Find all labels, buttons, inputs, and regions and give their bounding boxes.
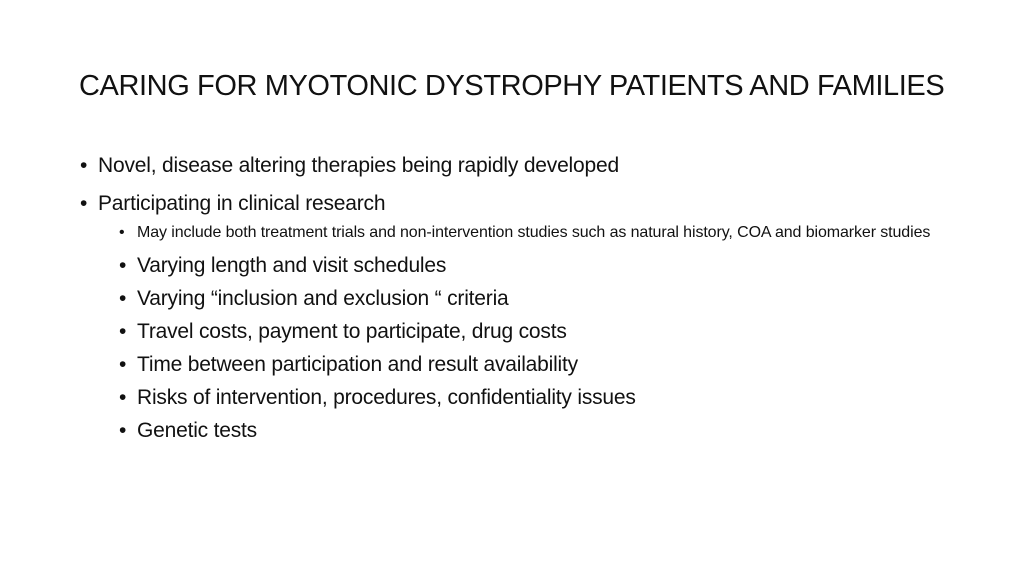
bullet-dot-icon: • bbox=[119, 419, 127, 442]
bullet-text: Participating in clinical research bbox=[98, 192, 386, 215]
bullet-dot-icon: • bbox=[119, 353, 127, 376]
bullet-item bbox=[78, 152, 958, 180]
sub-bullet-item bbox=[117, 318, 958, 346]
bullet-dot-icon: • bbox=[119, 254, 127, 277]
sub-bullet-text: Varying “inclusion and exclusion “ criteria bbox=[137, 287, 509, 310]
bullet-dot-icon: • bbox=[119, 386, 127, 409]
sub-bullet-item bbox=[117, 417, 958, 445]
bullet-text: Novel, disease altering therapies being rapidly developed bbox=[98, 154, 619, 177]
sub-bullet-item bbox=[117, 222, 958, 244]
sub-bullet-text: Time between participation and result availability bbox=[137, 353, 578, 376]
bullet-item bbox=[78, 190, 958, 445]
bullet-dot-icon: • bbox=[80, 154, 88, 177]
sub-bullet-text: Risks of intervention, procedures, confidentiality issues bbox=[137, 386, 636, 409]
bullet-dot-icon: • bbox=[80, 192, 88, 215]
sub-bullet-text: May include both treatment trials and non-intervention studies such as natural history, COA and biomarker studies bbox=[137, 224, 931, 241]
bullet-dot-icon: • bbox=[119, 287, 127, 310]
sub-bullet-list bbox=[98, 222, 958, 445]
sub-bullet-item bbox=[117, 252, 958, 280]
sub-bullet-text: Travel costs, payment to participate, drug costs bbox=[137, 320, 567, 343]
slide-title: CARING FOR MYOTONIC DYSTROPHY PATIENTS AND FAMILIES bbox=[79, 70, 945, 102]
bullet-list bbox=[78, 152, 958, 455]
bullet-dot-icon: • bbox=[119, 224, 125, 241]
sub-bullet-item bbox=[117, 285, 958, 313]
sub-bullet-item bbox=[117, 351, 958, 379]
sub-bullet-item bbox=[117, 384, 958, 412]
sub-bullet-text: Varying length and visit schedules bbox=[137, 254, 447, 277]
sub-bullet-text: Genetic tests bbox=[137, 419, 257, 442]
bullet-dot-icon: • bbox=[119, 320, 127, 343]
